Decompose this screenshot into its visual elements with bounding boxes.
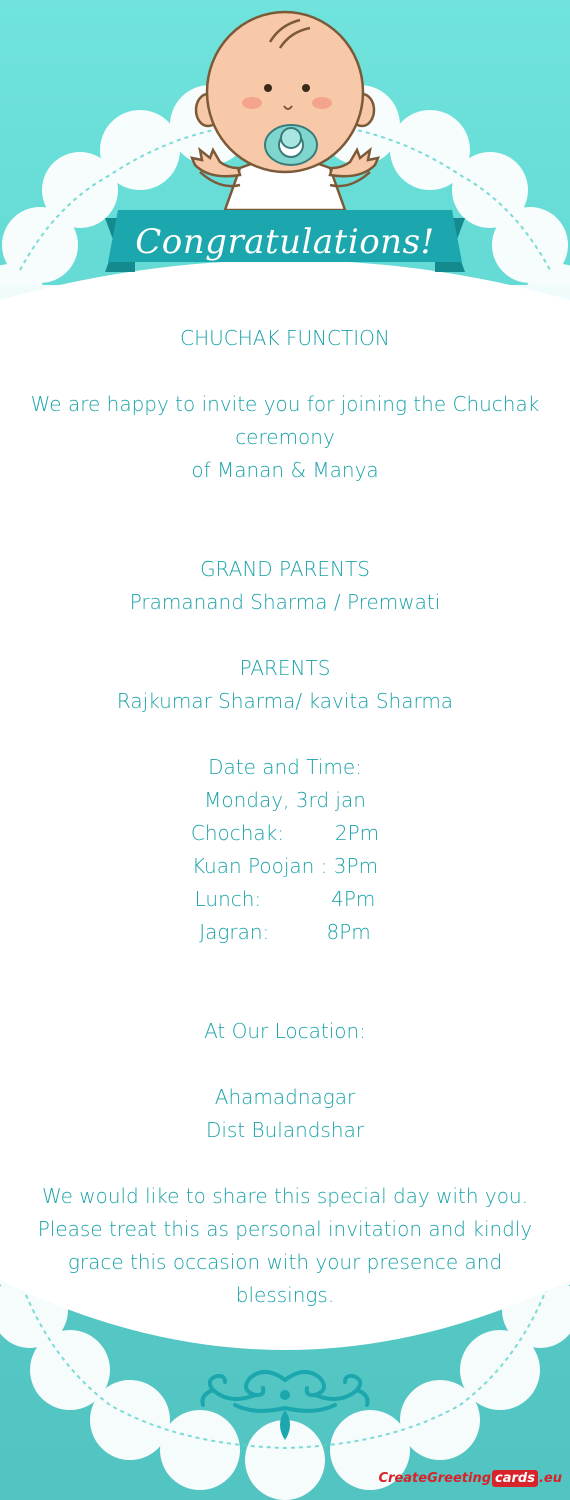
schedule-item: Kuan Poojan : 3Pm (191, 854, 379, 878)
schedule-item: Lunch: 4Pm (194, 887, 376, 911)
event-date: Monday, 3rd jan (204, 788, 366, 812)
decorative-flourish-icon (195, 1360, 375, 1450)
location-heading: At Our Location: (204, 1019, 366, 1043)
logo-main-text: CreateGreeting (378, 1470, 492, 1486)
location-line: Dist Bulandshar (205, 1118, 365, 1142)
intro-text: We are happy to invite you for joining the Chuchak ceremony (30, 392, 540, 449)
location-line: Ahamadnagar (214, 1085, 356, 1109)
congratulations-banner-title: Congratulations! (135, 222, 435, 262)
parents-heading: PARENTS (239, 656, 331, 680)
function-title: CHUCHAK FUNCTION (180, 326, 390, 350)
grandparents-heading: GRAND PARENTS (200, 557, 370, 581)
logo-cards-text: cards (492, 1470, 538, 1487)
schedule-item: Jagran: 8Pm (199, 920, 371, 944)
grandparents-names: Pramanand Sharma / Premwati (129, 590, 441, 614)
closing-message: We would like to share this special day with you. Please treat this as personal invitation and kindly grace this occasion with your presence and blessings. (37, 1184, 533, 1307)
parents-names: Rajkumar Sharma/ kavita Sharma (116, 689, 454, 713)
createGreetingCards-logo[interactable] (379, 1466, 562, 1490)
intro-names: of Manan & Manya (191, 458, 379, 482)
schedule-item: Chochak: 2Pm (190, 821, 380, 845)
datetime-heading: Date and Time: (208, 755, 362, 779)
invitation-body (0, 322, 570, 1312)
logo-tld-text: .eu (538, 1470, 562, 1486)
